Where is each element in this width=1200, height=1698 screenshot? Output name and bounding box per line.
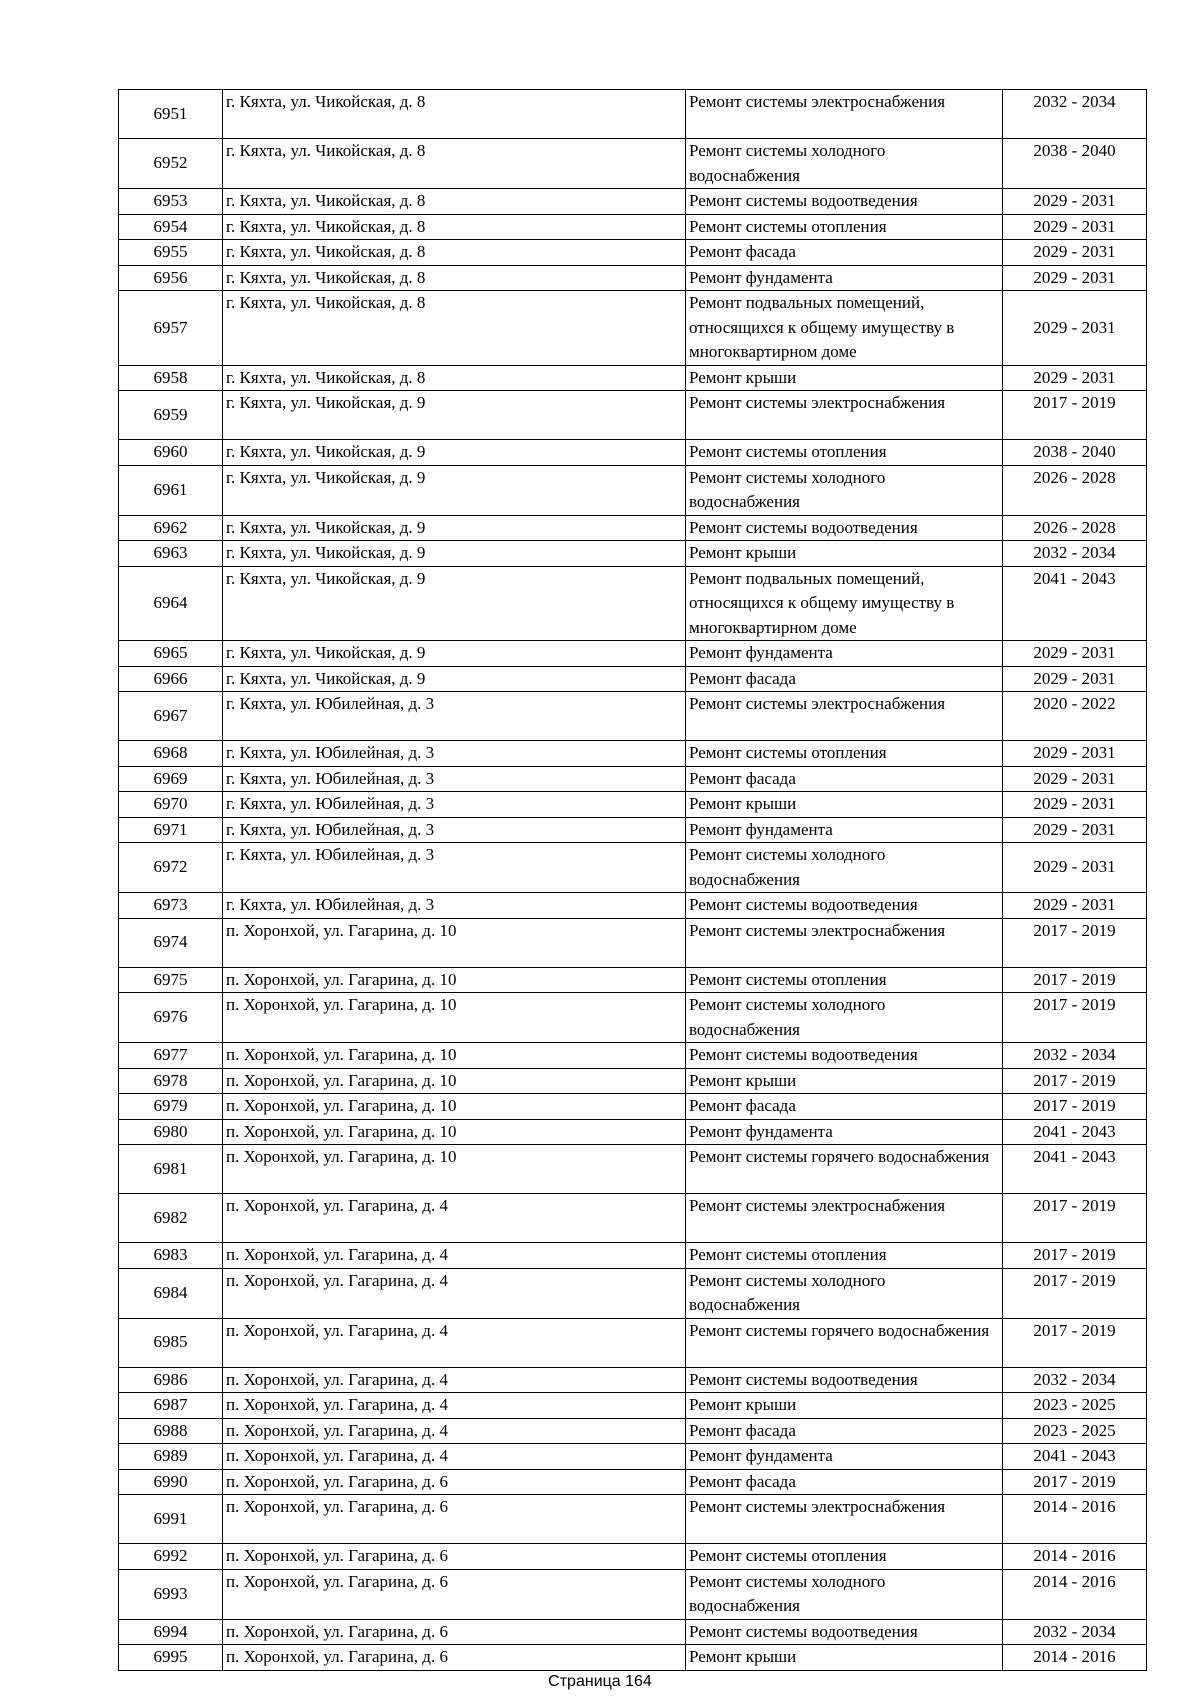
address-cell: п. Хоронхой, ул. Гагарина, д. 10 bbox=[223, 1094, 686, 1120]
work-type-cell: Ремонт крыши bbox=[686, 1068, 1003, 1094]
period-cell: 2014 - 2016 bbox=[1003, 1544, 1147, 1570]
work-type-cell: Ремонт фундамента bbox=[686, 265, 1003, 291]
address-cell: п. Хоронхой, ул. Гагарина, д. 6 bbox=[223, 1544, 686, 1570]
table-row bbox=[119, 692, 1147, 741]
period-cell: 2017 - 2019 bbox=[1003, 1068, 1147, 1094]
table-row bbox=[119, 1043, 1147, 1069]
table-row bbox=[119, 1418, 1147, 1444]
period-cell: 2014 - 2016 bbox=[1003, 1569, 1147, 1619]
period-cell: 2017 - 2019 bbox=[1003, 1318, 1147, 1367]
table-row bbox=[119, 1619, 1147, 1645]
period-cell: 2014 - 2016 bbox=[1003, 1495, 1147, 1544]
table-row bbox=[119, 1444, 1147, 1470]
address-cell: п. Хоронхой, ул. Гагарина, д. 10 bbox=[223, 967, 686, 993]
row-number-cell: 6990 bbox=[119, 1469, 223, 1495]
table-row bbox=[119, 1268, 1147, 1318]
row-number-cell: 6985 bbox=[119, 1318, 223, 1367]
row-number-cell: 6975 bbox=[119, 967, 223, 993]
work-type-cell: Ремонт фасада bbox=[686, 1469, 1003, 1495]
address-cell: п. Хоронхой, ул. Гагарина, д. 4 bbox=[223, 1393, 686, 1419]
address-cell: г. Кяхта, ул. Юбилейная, д. 3 bbox=[223, 766, 686, 792]
period-cell: 2029 - 2031 bbox=[1003, 766, 1147, 792]
period-cell: 2029 - 2031 bbox=[1003, 240, 1147, 266]
row-number-cell: 6961 bbox=[119, 465, 223, 515]
row-number-cell: 6965 bbox=[119, 641, 223, 667]
address-cell: г. Кяхта, ул. Юбилейная, д. 3 bbox=[223, 893, 686, 919]
address-cell: г. Кяхта, ул. Чикойская, д. 9 bbox=[223, 566, 686, 641]
period-cell: 2032 - 2034 bbox=[1003, 1367, 1147, 1393]
table-row bbox=[119, 139, 1147, 189]
table-row bbox=[119, 1194, 1147, 1243]
work-type-cell: Ремонт системы водоотведения bbox=[686, 1619, 1003, 1645]
address-cell: п. Хоронхой, ул. Гагарина, д. 6 bbox=[223, 1469, 686, 1495]
address-cell: г. Кяхта, ул. Чикойская, д. 8 bbox=[223, 139, 686, 189]
work-type-cell: Ремонт системы отопления bbox=[686, 1243, 1003, 1269]
work-type-cell: Ремонт системы холодного водоснабжения bbox=[686, 843, 1003, 893]
work-type-cell: Ремонт системы отопления bbox=[686, 741, 1003, 767]
period-cell: 2041 - 2043 bbox=[1003, 1444, 1147, 1470]
address-cell: п. Хоронхой, ул. Гагарина, д. 10 bbox=[223, 1145, 686, 1194]
table-row bbox=[119, 843, 1147, 893]
address-cell: г. Кяхта, ул. Чикойская, д. 9 bbox=[223, 440, 686, 466]
period-cell: 2020 - 2022 bbox=[1003, 692, 1147, 741]
row-number-cell: 6995 bbox=[119, 1645, 223, 1671]
row-number-cell: 6991 bbox=[119, 1495, 223, 1544]
row-number-cell: 6957 bbox=[119, 291, 223, 366]
period-cell: 2026 - 2028 bbox=[1003, 465, 1147, 515]
address-cell: п. Хоронхой, ул. Гагарина, д. 4 bbox=[223, 1243, 686, 1269]
table-row bbox=[119, 90, 1147, 139]
address-cell: п. Хоронхой, ул. Гагарина, д. 4 bbox=[223, 1318, 686, 1367]
period-cell: 2023 - 2025 bbox=[1003, 1418, 1147, 1444]
period-cell: 2017 - 2019 bbox=[1003, 1194, 1147, 1243]
work-type-cell: Ремонт системы холодного водоснабжения bbox=[686, 465, 1003, 515]
address-cell: п. Хоронхой, ул. Гагарина, д. 6 bbox=[223, 1495, 686, 1544]
period-cell: 2041 - 2043 bbox=[1003, 566, 1147, 641]
period-cell: 2017 - 2019 bbox=[1003, 1094, 1147, 1120]
period-cell: 2029 - 2031 bbox=[1003, 214, 1147, 240]
period-cell: 2017 - 2019 bbox=[1003, 993, 1147, 1043]
row-number-cell: 6983 bbox=[119, 1243, 223, 1269]
row-number-cell: 6972 bbox=[119, 843, 223, 893]
address-cell: г. Кяхта, ул. Юбилейная, д. 3 bbox=[223, 741, 686, 767]
address-cell: г. Кяхта, ул. Чикойская, д. 8 bbox=[223, 189, 686, 215]
period-cell: 2029 - 2031 bbox=[1003, 741, 1147, 767]
row-number-cell: 6960 bbox=[119, 440, 223, 466]
work-type-cell: Ремонт подвальных помещений, относящихся к общему имуществу в многоквартирном доме bbox=[686, 566, 1003, 641]
work-type-cell: Ремонт системы водоотведения bbox=[686, 893, 1003, 919]
row-number-cell: 6973 bbox=[119, 893, 223, 919]
period-cell: 2026 - 2028 bbox=[1003, 515, 1147, 541]
table-row bbox=[119, 1094, 1147, 1120]
row-number-cell: 6952 bbox=[119, 139, 223, 189]
table-row bbox=[119, 666, 1147, 692]
address-cell: г. Кяхта, ул. Юбилейная, д. 3 bbox=[223, 843, 686, 893]
table-row bbox=[119, 967, 1147, 993]
row-number-cell: 6959 bbox=[119, 391, 223, 440]
address-cell: п. Хоронхой, ул. Гагарина, д. 4 bbox=[223, 1194, 686, 1243]
address-cell: п. Хоронхой, ул. Гагарина, д. 10 bbox=[223, 918, 686, 967]
work-type-cell: Ремонт системы электроснабжения bbox=[686, 1495, 1003, 1544]
row-number-cell: 6958 bbox=[119, 365, 223, 391]
period-cell: 2017 - 2019 bbox=[1003, 391, 1147, 440]
row-number-cell: 6966 bbox=[119, 666, 223, 692]
address-cell: п. Хоронхой, ул. Гагарина, д. 4 bbox=[223, 1268, 686, 1318]
table-row bbox=[119, 1393, 1147, 1419]
period-cell: 2017 - 2019 bbox=[1003, 1243, 1147, 1269]
table-row bbox=[119, 1318, 1147, 1367]
table-row bbox=[119, 541, 1147, 567]
work-type-cell: Ремонт системы отопления bbox=[686, 214, 1003, 240]
address-cell: г. Кяхта, ул. Чикойская, д. 9 bbox=[223, 465, 686, 515]
address-cell: п. Хоронхой, ул. Гагарина, д. 6 bbox=[223, 1645, 686, 1671]
address-cell: п. Хоронхой, ул. Гагарина, д. 10 bbox=[223, 1068, 686, 1094]
table-row bbox=[119, 1469, 1147, 1495]
address-cell: п. Хоронхой, ул. Гагарина, д. 4 bbox=[223, 1444, 686, 1470]
period-cell: 2038 - 2040 bbox=[1003, 440, 1147, 466]
address-cell: г. Кяхта, ул. Чикойская, д. 8 bbox=[223, 240, 686, 266]
period-cell: 2029 - 2031 bbox=[1003, 893, 1147, 919]
work-type-cell: Ремонт системы водоотведения bbox=[686, 1043, 1003, 1069]
period-cell: 2029 - 2031 bbox=[1003, 265, 1147, 291]
period-cell: 2032 - 2034 bbox=[1003, 1043, 1147, 1069]
row-number-cell: 6988 bbox=[119, 1418, 223, 1444]
period-cell: 2032 - 2034 bbox=[1003, 90, 1147, 139]
work-type-cell: Ремонт системы электроснабжения bbox=[686, 1194, 1003, 1243]
work-type-cell: Ремонт системы электроснабжения bbox=[686, 391, 1003, 440]
row-number-cell: 6982 bbox=[119, 1194, 223, 1243]
row-number-cell: 6993 bbox=[119, 1569, 223, 1619]
address-cell: п. Хоронхой, ул. Гагарина, д. 10 bbox=[223, 1043, 686, 1069]
row-number-cell: 6963 bbox=[119, 541, 223, 567]
table-row bbox=[119, 291, 1147, 366]
row-number-cell: 6978 bbox=[119, 1068, 223, 1094]
table-row bbox=[119, 465, 1147, 515]
table-row bbox=[119, 741, 1147, 767]
table-row bbox=[119, 1367, 1147, 1393]
row-number-cell: 6970 bbox=[119, 792, 223, 818]
address-cell: г. Кяхта, ул. Чикойская, д. 9 bbox=[223, 391, 686, 440]
table-row bbox=[119, 766, 1147, 792]
address-cell: п. Хоронхой, ул. Гагарина, д. 4 bbox=[223, 1418, 686, 1444]
table-row bbox=[119, 1243, 1147, 1269]
work-type-cell: Ремонт системы водоотведения bbox=[686, 1367, 1003, 1393]
period-cell: 2029 - 2031 bbox=[1003, 365, 1147, 391]
row-number-cell: 6992 bbox=[119, 1544, 223, 1570]
period-cell: 2032 - 2034 bbox=[1003, 1619, 1147, 1645]
period-cell: 2041 - 2043 bbox=[1003, 1145, 1147, 1194]
period-cell: 2029 - 2031 bbox=[1003, 843, 1147, 893]
table-row bbox=[119, 391, 1147, 440]
work-type-cell: Ремонт крыши bbox=[686, 541, 1003, 567]
work-type-cell: Ремонт фундамента bbox=[686, 1444, 1003, 1470]
address-cell: г. Кяхта, ул. Чикойская, д. 8 bbox=[223, 214, 686, 240]
work-type-cell: Ремонт фундамента bbox=[686, 641, 1003, 667]
table-row bbox=[119, 440, 1147, 466]
table-row bbox=[119, 240, 1147, 266]
work-type-cell: Ремонт фасада bbox=[686, 766, 1003, 792]
row-number-cell: 6986 bbox=[119, 1367, 223, 1393]
period-cell: 2017 - 2019 bbox=[1003, 918, 1147, 967]
row-number-cell: 6976 bbox=[119, 993, 223, 1043]
table-row bbox=[119, 1495, 1147, 1544]
row-number-cell: 6968 bbox=[119, 741, 223, 767]
work-type-cell: Ремонт системы холодного водоснабжения bbox=[686, 139, 1003, 189]
work-type-cell: Ремонт фундамента bbox=[686, 817, 1003, 843]
row-number-cell: 6955 bbox=[119, 240, 223, 266]
table-row bbox=[119, 918, 1147, 967]
table-row bbox=[119, 893, 1147, 919]
table-row bbox=[119, 1645, 1147, 1671]
address-cell: г. Кяхта, ул. Чикойская, д. 8 bbox=[223, 365, 686, 391]
period-cell: 2017 - 2019 bbox=[1003, 1469, 1147, 1495]
table-row bbox=[119, 641, 1147, 667]
work-type-cell: Ремонт подвальных помещений, относящихся к общему имуществу в многоквартирном доме bbox=[686, 291, 1003, 366]
table-body bbox=[119, 90, 1147, 1671]
work-type-cell: Ремонт фасада bbox=[686, 1418, 1003, 1444]
work-type-cell: Ремонт системы водоотведения bbox=[686, 189, 1003, 215]
address-cell: п. Хоронхой, ул. Гагарина, д. 10 bbox=[223, 993, 686, 1043]
address-cell: п. Хоронхой, ул. Гагарина, д. 4 bbox=[223, 1367, 686, 1393]
address-cell: г. Кяхта, ул. Чикойская, д. 8 bbox=[223, 291, 686, 366]
address-cell: г. Кяхта, ул. Чикойская, д. 8 bbox=[223, 265, 686, 291]
table-row bbox=[119, 817, 1147, 843]
address-cell: п. Хоронхой, ул. Гагарина, д. 6 bbox=[223, 1569, 686, 1619]
address-cell: г. Кяхта, ул. Чикойская, д. 9 bbox=[223, 541, 686, 567]
row-number-cell: 6980 bbox=[119, 1119, 223, 1145]
work-type-cell: Ремонт крыши bbox=[686, 1645, 1003, 1671]
work-type-cell: Ремонт фундамента bbox=[686, 1119, 1003, 1145]
work-type-cell: Ремонт системы водоотведения bbox=[686, 515, 1003, 541]
row-number-cell: 6954 bbox=[119, 214, 223, 240]
work-type-cell: Ремонт крыши bbox=[686, 792, 1003, 818]
table-row bbox=[119, 214, 1147, 240]
table-row bbox=[119, 189, 1147, 215]
row-number-cell: 6987 bbox=[119, 1393, 223, 1419]
row-number-cell: 6962 bbox=[119, 515, 223, 541]
address-cell: п. Хоронхой, ул. Гагарина, д. 6 bbox=[223, 1619, 686, 1645]
row-number-cell: 6974 bbox=[119, 918, 223, 967]
row-number-cell: 6953 bbox=[119, 189, 223, 215]
work-type-cell: Ремонт крыши bbox=[686, 1393, 1003, 1419]
row-number-cell: 6969 bbox=[119, 766, 223, 792]
row-number-cell: 6967 bbox=[119, 692, 223, 741]
address-cell: г. Кяхта, ул. Чикойская, д. 9 bbox=[223, 641, 686, 667]
period-cell: 2029 - 2031 bbox=[1003, 641, 1147, 667]
row-number-cell: 6964 bbox=[119, 566, 223, 641]
work-type-cell: Ремонт системы холодного водоснабжения bbox=[686, 1569, 1003, 1619]
row-number-cell: 6981 bbox=[119, 1145, 223, 1194]
address-cell: г. Кяхта, ул. Чикойская, д. 9 bbox=[223, 515, 686, 541]
row-number-cell: 6977 bbox=[119, 1043, 223, 1069]
row-number-cell: 6971 bbox=[119, 817, 223, 843]
work-type-cell: Ремонт фасада bbox=[686, 1094, 1003, 1120]
work-type-cell: Ремонт системы электроснабжения bbox=[686, 90, 1003, 139]
work-type-cell: Ремонт системы горячего водоснабжения bbox=[686, 1318, 1003, 1367]
row-number-cell: 6979 bbox=[119, 1094, 223, 1120]
address-cell: г. Кяхта, ул. Чикойская, д. 8 bbox=[223, 90, 686, 139]
table-row bbox=[119, 365, 1147, 391]
repair-schedule-table bbox=[118, 89, 1147, 1671]
address-cell: г. Кяхта, ул. Юбилейная, д. 3 bbox=[223, 692, 686, 741]
table-row bbox=[119, 1569, 1147, 1619]
table-row bbox=[119, 1544, 1147, 1570]
table-row bbox=[119, 792, 1147, 818]
table-row bbox=[119, 1145, 1147, 1194]
work-type-cell: Ремонт фасада bbox=[686, 666, 1003, 692]
period-cell: 2029 - 2031 bbox=[1003, 291, 1147, 366]
work-type-cell: Ремонт системы электроснабжения bbox=[686, 692, 1003, 741]
period-cell: 2017 - 2019 bbox=[1003, 1268, 1147, 1318]
work-type-cell: Ремонт системы отопления bbox=[686, 967, 1003, 993]
address-cell: г. Кяхта, ул. Юбилейная, д. 3 bbox=[223, 817, 686, 843]
period-cell: 2041 - 2043 bbox=[1003, 1119, 1147, 1145]
table-row bbox=[119, 515, 1147, 541]
work-type-cell: Ремонт фасада bbox=[686, 240, 1003, 266]
period-cell: 2029 - 2031 bbox=[1003, 792, 1147, 818]
page-number: Страница 164 bbox=[548, 1673, 652, 1690]
table-row bbox=[119, 1119, 1147, 1145]
address-cell: г. Кяхта, ул. Чикойская, д. 9 bbox=[223, 666, 686, 692]
table-row bbox=[119, 1068, 1147, 1094]
work-type-cell: Ремонт системы холодного водоснабжения bbox=[686, 993, 1003, 1043]
period-cell: 2029 - 2031 bbox=[1003, 666, 1147, 692]
work-type-cell: Ремонт системы холодного водоснабжения bbox=[686, 1268, 1003, 1318]
period-cell: 2029 - 2031 bbox=[1003, 189, 1147, 215]
table-row bbox=[119, 265, 1147, 291]
period-cell: 2038 - 2040 bbox=[1003, 139, 1147, 189]
row-number-cell: 6994 bbox=[119, 1619, 223, 1645]
row-number-cell: 6984 bbox=[119, 1268, 223, 1318]
row-number-cell: 6951 bbox=[119, 90, 223, 139]
address-cell: п. Хоронхой, ул. Гагарина, д. 10 bbox=[223, 1119, 686, 1145]
row-number-cell: 6989 bbox=[119, 1444, 223, 1470]
work-type-cell: Ремонт крыши bbox=[686, 365, 1003, 391]
work-type-cell: Ремонт системы отопления bbox=[686, 1544, 1003, 1570]
work-type-cell: Ремонт системы горячего водоснабжения bbox=[686, 1145, 1003, 1194]
period-cell: 2023 - 2025 bbox=[1003, 1393, 1147, 1419]
table-row bbox=[119, 566, 1147, 641]
period-cell: 2017 - 2019 bbox=[1003, 967, 1147, 993]
period-cell: 2029 - 2031 bbox=[1003, 817, 1147, 843]
work-type-cell: Ремонт системы отопления bbox=[686, 440, 1003, 466]
period-cell: 2014 - 2016 bbox=[1003, 1645, 1147, 1671]
row-number-cell: 6956 bbox=[119, 265, 223, 291]
period-cell: 2032 - 2034 bbox=[1003, 541, 1147, 567]
work-type-cell: Ремонт системы электроснабжения bbox=[686, 918, 1003, 967]
address-cell: г. Кяхта, ул. Юбилейная, д. 3 bbox=[223, 792, 686, 818]
table-row bbox=[119, 993, 1147, 1043]
